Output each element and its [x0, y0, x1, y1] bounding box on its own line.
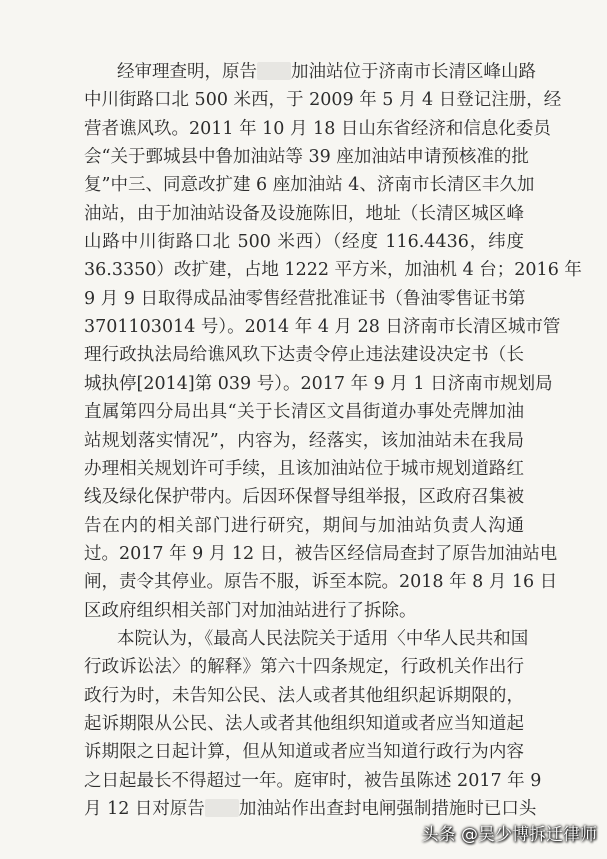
text-line: 直属第四分局出具“关于长清区文昌街道办事处壳牌加油 [84, 402, 524, 422]
redaction-mark [257, 62, 291, 80]
text-line: 政行为时，未告知公民、法人或者其他组织起诉期限的， [84, 686, 524, 706]
text-line: 油站，由于加油站设备及设施陈旧，地址（长清区城区峰 [84, 204, 524, 224]
text-line: 月 12 日对原告 加油站作出查封电闸强制措施时已口头 [84, 799, 537, 819]
text-line: 办理相关规划许可手续，且该加油站位于城市规划道路红 [84, 459, 524, 479]
watermark: 头条 @吴少博拆迁律师 [421, 825, 597, 845]
text-line: 行政诉讼法〉的解释》第六十四条规定，行政机关作出行 [84, 657, 524, 677]
text-line: 理行政执法局给谯风玖下达责令停止违法建设决定书（长 [84, 345, 524, 365]
text-line: 9 月 9 日取得成品油零售经营批准证书（鲁油零售证书第 [84, 289, 526, 309]
text-line: 城执停[2014]第 039 号）。2017 年 9 月 1 日济南市规划局 [84, 374, 553, 394]
text-line: 营者谯风玖。2011 年 10 月 18 日山东省经济和信息化委员 [84, 119, 551, 139]
text-line: 3701103014 号）。2014 年 4 月 28 日济南市长清区城市管 [84, 317, 561, 337]
text-line: 区政府组织相关部门对加油站进行了拆除。 [84, 601, 417, 621]
text-line: 闸，责令其停业。原告不服，诉至本院。2018 年 8 月 16 日 [84, 572, 558, 592]
text-line: 36.3350）改扩建，占地 1222 平方米，加油机 4 台；2016 年 [84, 260, 582, 280]
text-line: 本院认为，《最高人民法院关于适用〈中华人民共和国 [117, 629, 529, 649]
text-line: 过。2017 年 9 月 12 日，被告区经信局查封了原告加油站电 [84, 544, 558, 564]
text-line: 线及绿化保护带内。后因环保督导组举报，区政府召集被 [84, 487, 524, 507]
text-line: 经审理查明，原告 加油站位于济南市长清区峰山路 [117, 62, 536, 82]
text-line: 告在内的相关部门进行研究，期间与加油站负责人沟通 [84, 516, 524, 536]
redaction-mark [205, 799, 239, 817]
text-line: 山路中川街路口北 500 米西）（经度 116.4436，纬度 [84, 232, 524, 252]
text-line: 之日起最长不得超过一年。庭审时，被告虽陈述 2017 年 9 [84, 771, 542, 791]
text-line: 复”中三、同意改扩建 6 座加油站 4、济南市长清区丰久加 [84, 175, 535, 195]
text-line: 诉期限之日起计算，但从知道或者应当知道行政行为内容 [84, 742, 524, 762]
text-line: 站规划落实情况”，内容为，经落实，该加油站未在我局 [84, 431, 524, 451]
text-line: 中川街路口北 500 米西，于 2009 年 5 月 4 日登记注册，经 [84, 90, 562, 110]
text-line: 起诉期限从公民、法人或者其他组织知道或者应当知道起 [84, 714, 524, 734]
text-line: 会“关于鄄城县中鲁加油站等 39 座加油站申请预核准的批 [84, 147, 529, 167]
